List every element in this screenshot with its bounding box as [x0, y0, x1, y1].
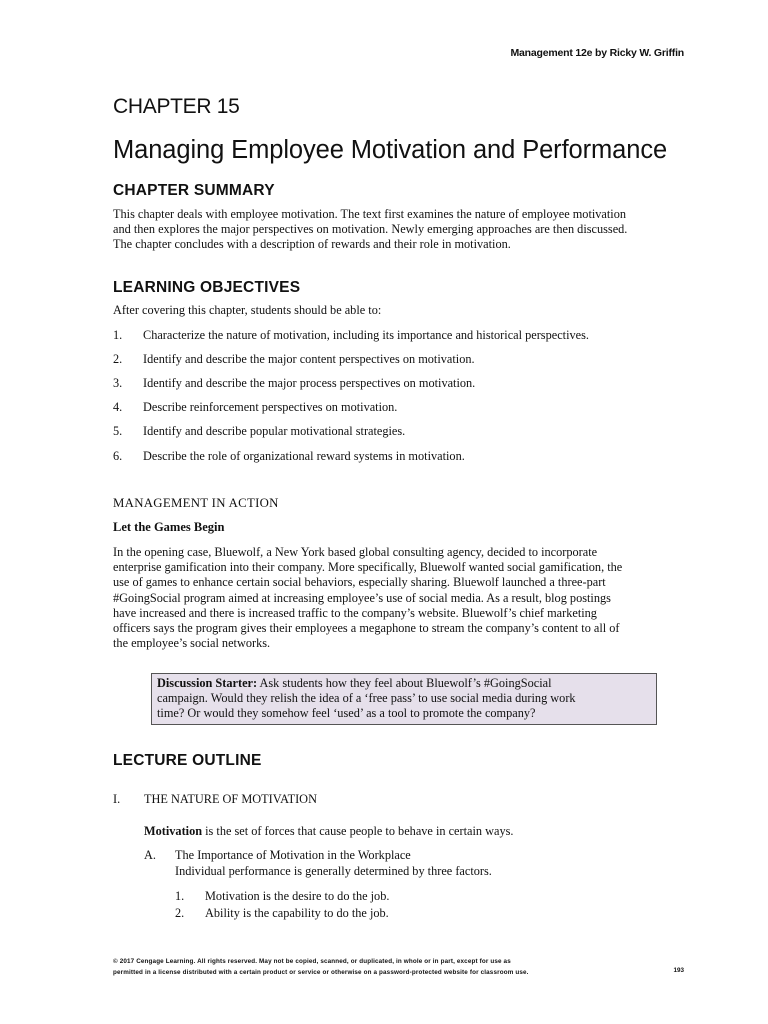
mia-subheading: Let the Games Begin [113, 520, 225, 534]
factor-text: Ability is the capability to do the job. [205, 905, 389, 920]
summary-line: This chapter deals with employee motivation. The text first examines the nature of employee motivation [113, 207, 627, 221]
summary-line: and then explores the major perspectives on motivation. Newly emerging approaches are then discussed. [113, 222, 628, 237]
lecture-outline-heading: LECTURE OUTLINE [113, 752, 262, 769]
mia-heading: MANAGEMENT IN ACTION [113, 496, 279, 510]
subsection-title: The Importance of Motivation in the Workplace [175, 848, 411, 862]
copyright-line: permitted in a license distributed with a certain product or service or otherwise on a password-protected website for classroom use. [113, 969, 529, 976]
objective-number: 6. [113, 449, 123, 463]
objective-number: 1. [113, 328, 123, 342]
outline-sub-letter: A. [144, 848, 156, 862]
objectives-intro: After covering this chapter, students should be able to: [113, 303, 382, 317]
factor-text: Motivation is the desire to do the job. [205, 889, 390, 903]
objective-text: Identify and describe the major content perspectives on motivation. [143, 352, 475, 366]
factor-item [175, 905, 389, 922]
copyright-line: © 2017 Cengage Learning. All rights reserved. May not be copied, scanned, or duplicated, in whole or in part, except for use as [113, 958, 511, 965]
mia-line: the employee’s social networks. [113, 636, 271, 651]
discussion-text: campaign. Would they relish the idea of a ‘free pass’ to use social media during work [157, 691, 576, 706]
copyright-footer [113, 956, 529, 978]
factor-number: 2. [175, 905, 185, 920]
subsection-body: Individual performance is generally determined by three factors. [175, 863, 492, 878]
outline-section-number: I. [113, 792, 121, 806]
discussion-label: Discussion Starter: [157, 676, 258, 690]
chapter-label: CHAPTER 15 [113, 95, 240, 118]
factor-number: 1. [175, 889, 185, 903]
discussion-starter-box [151, 673, 657, 725]
mia-line: officers says the program gives their employees a megaphone to stream the company’s content to all of [113, 621, 620, 636]
outline-subsection [175, 848, 492, 879]
discussion-text: time? Or would they somehow feel ‘used’ as a tool to promote the company? [157, 706, 536, 721]
summary-heading: CHAPTER SUMMARY [113, 182, 275, 199]
objectives-heading: LEARNING OBJECTIVES [113, 279, 301, 296]
summary-line: The chapter concludes with a description of rewards and their role in motivation. [113, 237, 511, 252]
mia-line: use of games to enhance certain social behaviors, especially sharing. Bluewolf launched a three-part [113, 575, 606, 590]
objective-text: Describe reinforcement perspectives on motivation. [143, 400, 398, 414]
outline-section-title: THE NATURE OF MOTIVATION [144, 792, 317, 806]
running-header: Management 12e by Ricky W. Griffin [510, 47, 684, 59]
mia-line: #GoingSocial program aimed at increasing employee’s use of social media. As a result, blog postings [113, 590, 611, 605]
factor-list [175, 888, 389, 921]
chapter-title: Managing Employee Motivation and Performance [113, 136, 668, 164]
objective-text: Characterize the nature of motivation, including its importance and historical perspectives. [143, 328, 589, 342]
motivation-definition [144, 824, 513, 839]
mia-line: have increased and there is increased traffic to the company’s website. Bluewolf’s chief marketing [113, 605, 597, 620]
mia-line: enterprise gamification into their company. More specifically, Bluewolf wanted social gamification, the [113, 560, 623, 575]
objective-number: 4. [113, 400, 123, 414]
objective-number: 3. [113, 376, 123, 390]
objective-text: Identify and describe the major process perspectives on motivation. [143, 376, 476, 390]
mia-paragraph [113, 545, 695, 651]
mia-line: In the opening case, Bluewolf, a New York based global consulting agency, decided to incorporate [113, 545, 598, 559]
objective-text: Describe the role of organizational reward systems in motivation. [143, 449, 465, 463]
objective-text: Identify and describe popular motivational strategies. [143, 424, 406, 438]
objective-number: 2. [113, 352, 123, 366]
factor-item [175, 888, 389, 905]
definition-term: Motivation [144, 824, 203, 838]
definition-text: is the set of forces that cause people to behave in certain ways. [202, 824, 514, 838]
discussion-text: Ask students how they feel about Bluewolf’s #GoingSocial [257, 676, 552, 690]
summary-paragraph [113, 207, 695, 253]
objective-number: 5. [113, 424, 123, 438]
page-number: 193 [673, 967, 684, 974]
